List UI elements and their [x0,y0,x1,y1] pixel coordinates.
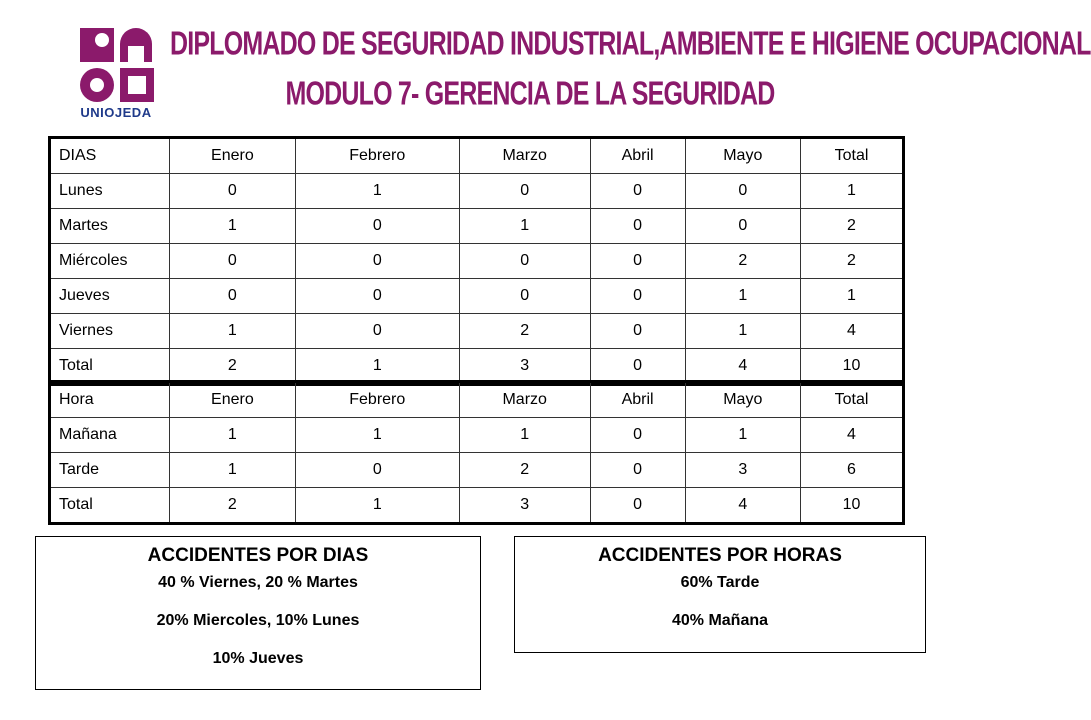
row-label-cell: Miércoles [50,244,170,279]
table-cell: Mayo [685,138,800,174]
table-cell: 1 [459,418,590,453]
table-cell: 2 [801,209,904,244]
table-cell: 0 [295,453,459,488]
row-label-cell: Lunes [50,174,170,209]
table-cell: Abril [590,138,685,174]
table-cell: 1 [170,209,296,244]
table-cell: 0 [170,174,296,209]
table-cell: 0 [590,453,685,488]
summary-hours-line: 40% Mañana [671,612,769,629]
table-cell: 0 [459,174,590,209]
table-cell: 0 [170,244,296,279]
row-label-cell: DIAS [50,138,170,174]
table-cell: 1 [295,418,459,453]
table-cell: Enero [170,382,296,418]
table-cell: 1 [801,174,904,209]
summary-days-line: 40 % Viernes, 20 % Martes [158,574,358,591]
summary-hours-title: ACCIDENTES POR HORAS [598,545,842,566]
table-cell: 3 [459,488,590,524]
header-row [50,138,904,174]
table-row [50,244,904,279]
row-label-cell: Total [50,488,170,524]
table-cell: 0 [590,209,685,244]
table-row [50,453,904,488]
summary-days-line: 20% Miercoles, 10% Lunes [156,612,360,629]
table-cell: 0 [590,279,685,314]
table-cell: Marzo [459,138,590,174]
row-label-cell: Tarde [50,453,170,488]
table-cell: 4 [801,418,904,453]
header-row [50,382,904,418]
logo-block-tl [80,28,114,62]
table-row [50,488,904,524]
table-cell: 1 [685,314,800,349]
table-cell: 0 [590,488,685,524]
table-cell: 2 [170,488,296,524]
table-cell: 10 [801,488,904,524]
table-cell: 1 [801,279,904,314]
table-cell: 0 [295,209,459,244]
table-cell: 6 [801,453,904,488]
table-row [50,314,904,349]
table-row [50,174,904,209]
table-cell: 0 [590,244,685,279]
summary-by-hours [514,536,926,653]
summary-days-line: 10% Jueves [212,650,304,667]
table-row [50,418,904,453]
table-cell: Abril [590,382,685,418]
table-cell: 3 [685,453,800,488]
summary-by-days [35,536,481,690]
table-cell: Total [801,382,904,418]
table-cell: 1 [295,174,459,209]
table-cell: 2 [170,349,296,385]
row-label-cell: Total [50,349,170,385]
table-cell: 0 [590,418,685,453]
table-cell: 0 [590,349,685,385]
table-cell: Enero [170,138,296,174]
table-cell: 1 [685,418,800,453]
table-cell: 0 [459,279,590,314]
logo-emblem [78,26,158,106]
page-title: DIPLOMADO DE SEGURIDAD INDUSTRIAL,AMBIENTE E HIGIENE OCUPACIONAL [170,24,1091,63]
summary-hours-line: 60% Tarde [680,574,760,591]
table-cell: 1 [170,453,296,488]
table-cell: 1 [170,418,296,453]
table-cell: 0 [295,244,459,279]
table-cell: 1 [295,349,459,385]
table-cell: 2 [459,314,590,349]
row-label-cell: Jueves [50,279,170,314]
table-cell: 0 [590,314,685,349]
table-cell: 10 [801,349,904,385]
table-cell: 0 [295,314,459,349]
table-cell: 0 [170,279,296,314]
table-cell: 0 [685,209,800,244]
table-cell: Febrero [295,382,459,418]
table-cell: 2 [801,244,904,279]
table-cell: 0 [685,174,800,209]
table-cell: 1 [170,314,296,349]
logo-text: UNIOJEDA [80,105,152,120]
table-cell: Mayo [685,382,800,418]
table-cell: Total [801,138,904,174]
row-label-cell: Martes [50,209,170,244]
accidents-by-hour-table [48,380,905,525]
table-cell: 4 [685,488,800,524]
row-label-cell: Viernes [50,314,170,349]
table-cell: 0 [590,174,685,209]
table-row [50,279,904,314]
table-cell: 4 [685,349,800,385]
row-label-cell: Hora [50,382,170,418]
table-cell: Marzo [459,382,590,418]
table-cell: 1 [459,209,590,244]
table-cell: 4 [801,314,904,349]
table-cell: 2 [459,453,590,488]
row-label-cell: Mañana [50,418,170,453]
table-cell: 0 [295,279,459,314]
page-subtitle: MODULO 7- GERENCIA DE LA SEGURIDAD [285,74,775,113]
summary-days-title: ACCIDENTES POR DIAS [147,545,369,566]
table-cell: 1 [295,488,459,524]
table-cell: Febrero [295,138,459,174]
table-cell: 1 [685,279,800,314]
table-cell: 2 [685,244,800,279]
accidents-by-day-table [48,136,905,386]
table-cell: 0 [459,244,590,279]
table-row [50,209,904,244]
table-cell: 3 [459,349,590,385]
